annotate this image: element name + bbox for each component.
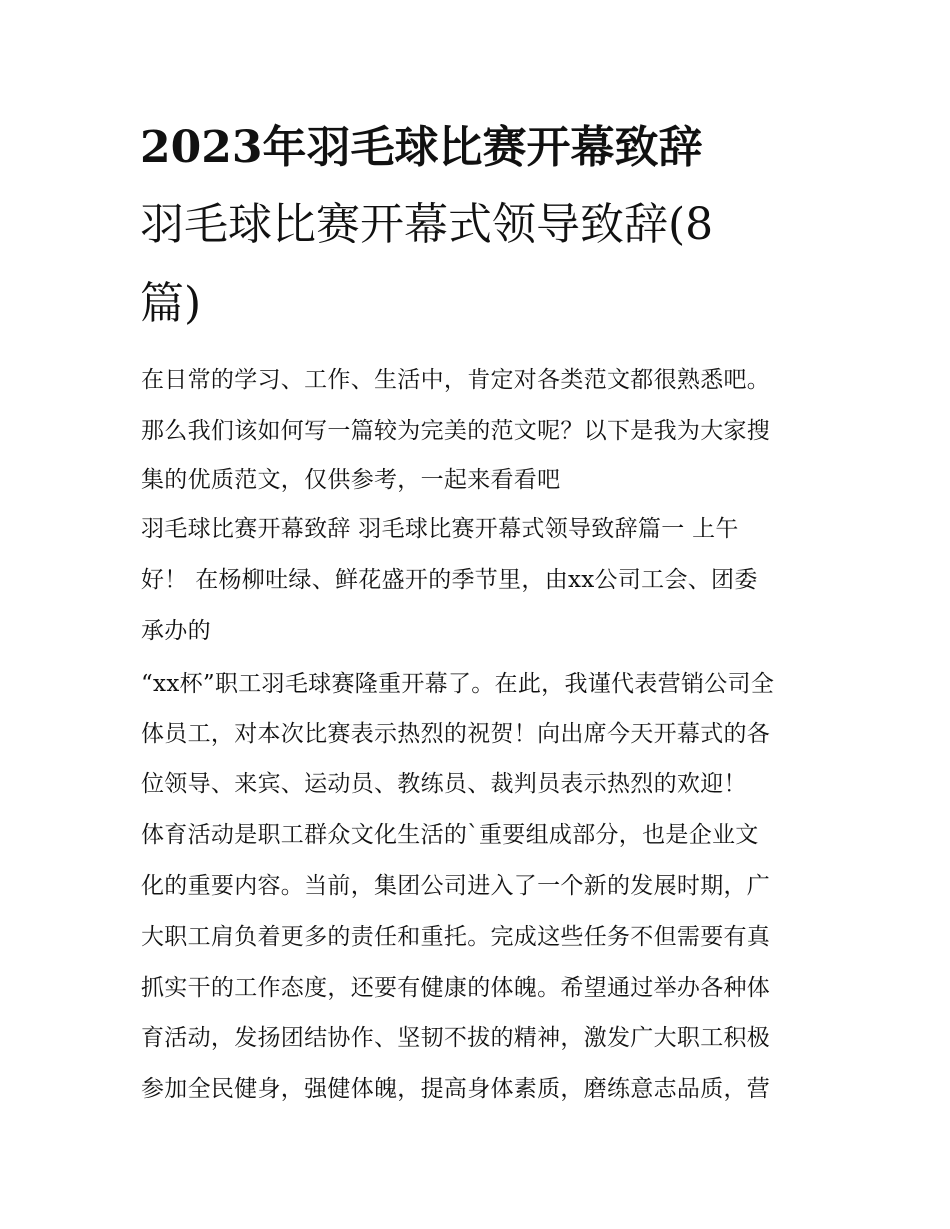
body-line: 那么我们该如何写一篇较为完美的范文呢？以下是我为大家搜 [141, 418, 771, 444]
body-line: “xx杯”职工羽毛球赛隆重开幕了。在此，我谨代表营销公司全 [141, 671, 775, 697]
title-line-2: 羽毛球比赛开幕式领导致辞(8 [140, 199, 714, 250]
title-line-1: 2023年羽毛球比赛开幕致辞 [140, 122, 703, 173]
body-line: 集的优质范文，仅供参考，一起来看看吧 [141, 467, 561, 493]
title-line-3: 篇) [140, 278, 202, 329]
body-line: 好！ 在杨柳吐绿、鲜花盛开的季节里，由xx公司工会、团委 [141, 567, 758, 593]
body-line: 羽毛球比赛开幕致辞 羽毛球比赛开幕式领导致辞篇一 上午 [141, 516, 739, 542]
body-line: 参加全民健身，强健体魄，提高身体素质，磨练意志品质，营 [141, 1076, 771, 1102]
body-line: 化的重要内容。当前，集团公司进入了一个新的发展时期，广 [141, 873, 771, 899]
body-line: 体育活动是职工群众文化生活的`重要组成部分，也是企业文 [141, 822, 759, 848]
body-line: 承办的 [141, 618, 211, 644]
body-line: 大职工肩负着更多的责任和重托。完成这些任务不但需要有真 [141, 924, 771, 950]
body-line: 位领导、来宾、运动员、教练员、裁判员表示热烈的欢迎！ [141, 771, 747, 797]
body-line: 抓实干的工作态度，还要有健康的体魄。希望通过举办各种体 [141, 975, 771, 1001]
body-line: 体员工，对本次比赛表示热烈的祝贺！向出席今天开幕式的各 [141, 721, 771, 747]
body-line: 育活动，发扬团结协作、坚韧不拔的精神，激发广大职工积极 [141, 1025, 771, 1051]
body-line: 在日常的学习、工作、生活中，肯定对各类范文都很熟悉吧。 [141, 367, 771, 393]
